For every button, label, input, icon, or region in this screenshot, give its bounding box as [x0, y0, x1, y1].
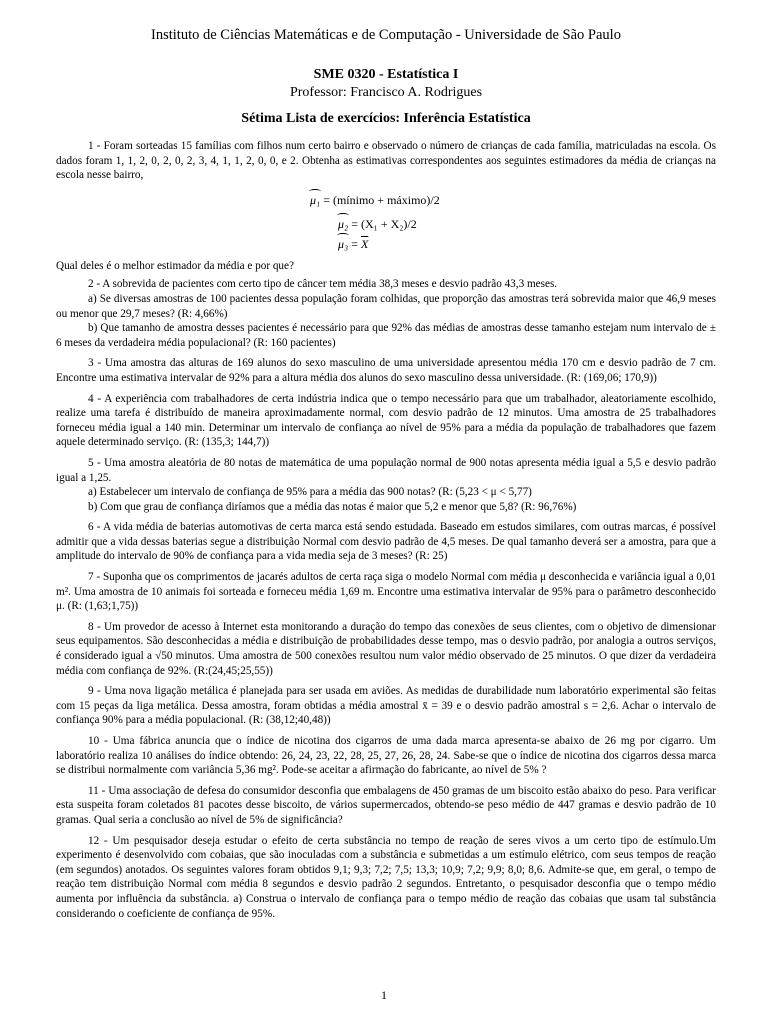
sample-mean-symbol: $\overline{X}$ [360, 236, 369, 251]
question-9: 9 - Uma nova ligação metálica é planejada para ser usada em aviões. As medidas de durabilidade num laboratório experimental são feitas com 15 peças da liga metálica. Dessa amostra, foram obtidas a média amostral x̄ = 39 e o desvio padrão amostral s = 2,6. Achar o intervalo de confiança 90% para a média populacional. (R: (38,12;40,48)) [56, 685, 716, 727]
page-number: 1 [381, 988, 387, 1002]
question-12: 12 - Um pesquisador deseja estudar o efeito de certa substância no tempo de reação de seres vivos a um certo tipo de estímulo.Um experimento é desenvolvido com cobaias, que são inoculadas com a substância e submetidas a um estímulo elétrico, com seus tempos de reação (em segundos) anotados. Os seguintes valores foram obtidos 9,1; 9,3; 7,2; 7,5; 13,3; 10,9; 7,2; 9,9; 8,0; 8,6. Admite-se que, em geral, o tempo de reação tem distribuição Normal com média 8 segundos e desvio padrão 2 segundos. Entretanto, o pesquisador desconfia que o tempo médio aumenta por influência da substância. a) Construa o intervalo de confiança para o tempo médio de reação das cobaias que usam tal substância considerando o coeficiente de confiança de 95%. [56, 834, 716, 920]
course-header [56, 66, 716, 102]
estimator-3 [338, 237, 368, 252]
mu3-symbol: μ₃ [338, 236, 349, 251]
course-title: SME 0320 - Estatística I [313, 67, 459, 82]
question-10: 10 - Uma fábrica anuncia que o índice de nicotina dos cigarros de uma dada marca apresenta-se abaixo de 26 mg por cigarro. Um laboratório realiza 10 análises do índice obtendo: 26, 24, 23, 22, 28, 25, 27, 26, 28, 24. Sabe-se que o índice de nicotina dos cigarros dessa marca se distribui normalmente com variância 5,36 mg². Pode-se aceitar a afirmação do fabricante, ao nível de 5% ? [56, 735, 716, 777]
professor-name: Professor: Francisco A. Rodrigues [289, 85, 483, 100]
question-5b: b) Com que grau de confiança diríamos que a média das notas é maior que 5,2 e menor que 5,8? (R: 96,76%) [88, 500, 577, 513]
list-title: Sétima Lista de exercícios: Inferência Estatística [241, 111, 531, 126]
question-2a: a) Se diversas amostras de 100 pacientes dessa população foram colhidas, que proporção das amostras terá sobrevida maior que 46,9 meses ou menor que 29,7 meses? (R: 4,66%) [56, 292, 716, 320]
question-8: 8 - Um provedor de acesso à Internet esta monitorando a duração do tempo das conexões de seus clientes, com o objetivo de dimensionar seus equipamentos. São desconhecidas a média e distribuição de probabilidades desse tempo, mas o desvio padrão, por analogia a outros serviços, é considerado igual a √50 minutos. Uma amostra de 500 conexões resultou num valor médio observado de 25 minutos. O que dizer da verdadeira média com confiança de 92%. (R:(24,45;25,55)) [56, 620, 716, 677]
question-1-text: 1 - Foram sorteadas 15 famílias com filhos num certo bairro e observado o número de crianças de cada família, matriculadas na escola. Os dados foram 1, 1, 2, 0, 2, 0, 2, 3, 4, 1, 1, 2, 0, 0, e 2. Obtenha as estimativas correspondentes aos seguintes estimadores da média de crianças na escola nesse bairro, [56, 140, 716, 182]
estimator-2-formula: = (X₁ + X₂)/2 [348, 216, 417, 231]
estimator-1 [310, 193, 440, 208]
question-2b: b) Que tamanho de amostra desses pacientes é necessário para que 92% das médias de amostras desse tamanho estejam num intervalo de ± 6 meses da verdadeira média populacional? (R: 160 pacientes) [56, 322, 716, 349]
estimator-formulas [56, 187, 716, 259]
question-5a: a) Estabelecer um intervalo de confiança de 95% para a média das 900 notas? (R: (5,23 < μ < 5,77) [88, 486, 532, 499]
question-7: 7 - Suponha que os comprimentos de jacarés adultos de certa raça siga o modelo Normal com média μ desconhecida e variância igual a 0,01 m². Uma amostra de 10 animais foi sorteada e forneceu média 1,69 m. Encontre uma estimativa intervalar de 95% para o parâmetro desconhecido μ. (R: (1,63;1,75)) [56, 571, 716, 613]
question-1-prompt: Qual deles é o melhor estimador da média e por que? [56, 259, 294, 272]
mu2-symbol: μ₂ [338, 216, 349, 231]
document-page [56, 20, 716, 921]
mu1-symbol: μ₁ [310, 192, 321, 207]
question-11: 11 - Uma associação de defesa do consumidor desconfia que embalagens de 450 gramas de um biscoito estão abaixo do peso. Para verificar esta suspeita foram coletados 81 pacotes desse biscoito, de vários supermercados, obtendo-se peso médio de 447 gramas e desvio padrão de 10 gramas. Qual seria a conclusão ao nível de 5% de significância? [56, 784, 716, 826]
question-2-text: 2 - A sobrevida de pacientes com certo tipo de câncer tem média 38,3 meses e desvio padrão 43,3 meses. [88, 278, 558, 291]
question-6: 6 - A vida média de baterias automotivas de certa marca está sendo estudada. Baseado em estudos similares, com outras marcas, é possível admitir que a vida dessas baterias segue a distribuição Normal com desvio padrão de 4,5 meses. De qual tamanho deverá ser a amostra, para que a amplitude do intervalo de 90% de confiança para a vida media seja de 3 meses? (R: 25) [56, 521, 716, 563]
question-3: 3 - Uma amostra das alturas de 169 alunos do sexo masculino de uma universidade apresentou média 170 cm e desvio padrão de 7 cm. Encontre uma estimativa intervalar de 92% para a altura média dos alunos do sexo masculino dessa universidade. (R: (169,06; 170,9)) [56, 357, 716, 384]
estimator-3-formula: = [348, 236, 361, 251]
question-4: 4 - A experiência com trabalhadores de certa indústria indica que o tempo necessário para que um trabalhador, aleatoriamente escolhido, realize uma tarefa é distribuído de maneira aproximadamente normal, com desvio padrão de 12 minutos. Uma amostra de 25 trabalhadores forneceu média igual a 140 min. Determinar um intervalo de confiança ao nível de 95% para a média da população de trabalhadores que fazem aquele determinado serviço. (R: (135,3; 144,7)) [56, 392, 716, 449]
question-5-text: 5 - Uma amostra aleatória de 80 notas de matemática de uma população normal de 900 notas apresenta média igual a 5,5 e desvio padrão igual a 1,25. [56, 456, 716, 484]
institution-header: Instituto de Ciências Matemáticas e de Computação - Universidade de São Paulo [151, 27, 621, 43]
estimator-1-formula: = (mínimo + máximo)/2 [320, 192, 440, 207]
estimator-2 [338, 217, 417, 232]
